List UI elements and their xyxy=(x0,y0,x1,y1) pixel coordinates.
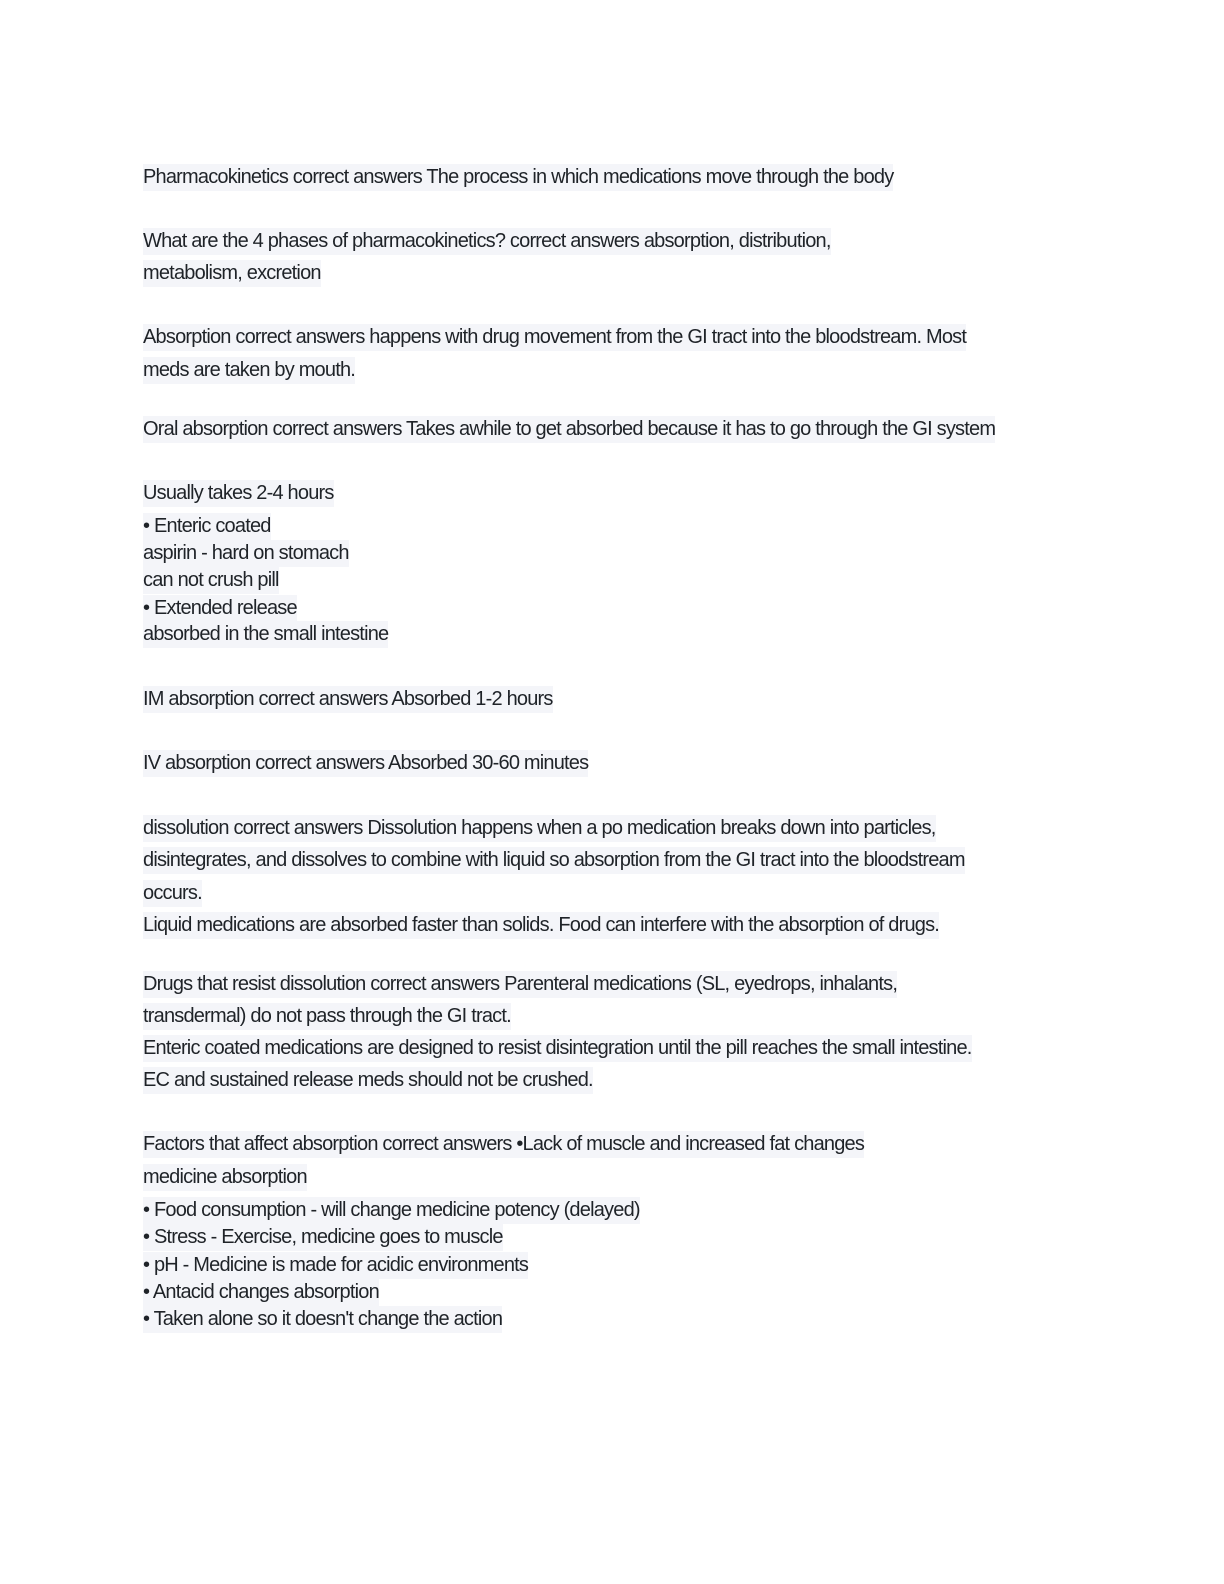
text-line-content: • Antacid changes absorption xyxy=(143,1279,379,1306)
text-line-content: absorbed in the small intestine xyxy=(143,621,388,648)
text-line xyxy=(143,621,388,648)
text-line xyxy=(143,910,939,941)
text-line xyxy=(143,748,588,779)
text-line xyxy=(143,1065,593,1096)
text-line-content: can not crush pill xyxy=(143,567,279,594)
text-line xyxy=(143,162,893,193)
text-line-content: Drugs that resist dissolution correct answers Parenteral medications (SL, eyedrops, inhalants, xyxy=(143,971,897,998)
text-line xyxy=(143,684,553,715)
text-line-content: • Extended release xyxy=(143,595,297,622)
text-line-content: disintegrates, and dissolves to combine with liquid so absorption from the GI tract into the bloodstream xyxy=(143,847,965,874)
text-line xyxy=(143,1033,972,1064)
text-line-content: • pH - Medicine is made for acidic environments xyxy=(143,1252,528,1279)
text-line-content: occurs. xyxy=(143,880,202,907)
text-line xyxy=(143,226,831,257)
text-line xyxy=(143,540,349,567)
text-line-content: metabolism, excretion xyxy=(143,260,321,287)
text-line-content: What are the 4 phases of pharmacokinetics? correct answers absorption, distribution, xyxy=(143,228,831,255)
text-line-content: Enteric coated medications are designed to resist disintegration until the pill reaches the small intestine. xyxy=(143,1035,972,1062)
text-line-content: EC and sustained release meds should not be crushed. xyxy=(143,1067,593,1094)
text-line-content: • Stress - Exercise, medicine goes to muscle xyxy=(143,1224,503,1251)
text-line xyxy=(143,414,995,445)
text-line-content: medicine absorption xyxy=(143,1164,307,1191)
text-line-content: Absorption correct answers happens with drug movement from the GI tract into the bloodstream. Most xyxy=(143,324,966,351)
text-line-content: meds are taken by mouth. xyxy=(143,357,355,384)
text-line xyxy=(143,878,202,909)
bullet-item xyxy=(143,1279,379,1306)
text-line-content: Usually takes 2-4 hours xyxy=(143,480,334,507)
text-line-content: • Enteric coated xyxy=(143,513,271,540)
text-line xyxy=(143,845,965,876)
text-line-content: IV absorption correct answers Absorbed 30-60 minutes xyxy=(143,750,588,777)
bullet-item xyxy=(143,1224,503,1251)
text-line xyxy=(143,322,966,353)
text-line xyxy=(143,1001,511,1032)
text-line-content: Factors that affect absorption correct answers •Lack of muscle and increased fat changes xyxy=(143,1131,864,1158)
text-line xyxy=(143,478,334,509)
text-line xyxy=(143,969,897,1000)
text-line xyxy=(143,1129,864,1160)
bullet-item xyxy=(143,1252,528,1279)
text-line-content: dissolution correct answers Dissolution happens when a po medication breaks down into particles, xyxy=(143,815,936,842)
text-line-content: Liquid medications are absorbed faster than solids. Food can interfere with the absorption of drugs. xyxy=(143,912,939,939)
text-line xyxy=(143,258,321,289)
text-line xyxy=(143,813,936,844)
text-line-content: IM absorption correct answers Absorbed 1-2 hours xyxy=(143,686,553,713)
text-line xyxy=(143,355,355,386)
text-line-content: transdermal) do not pass through the GI tract. xyxy=(143,1003,511,1030)
text-line-content: Oral absorption correct answers Takes awhile to get absorbed because it has to go through the GI system xyxy=(143,416,995,443)
text-line-content: • Taken alone so it doesn't change the action xyxy=(143,1306,502,1333)
text-line-content: • Food consumption - will change medicine potency (delayed) xyxy=(143,1197,640,1224)
bullet-item xyxy=(143,513,271,540)
text-line xyxy=(143,567,279,594)
text-line xyxy=(143,1162,307,1193)
text-line-content: Pharmacokinetics correct answers The process in which medications move through the body xyxy=(143,164,893,191)
bullet-item xyxy=(143,1197,640,1224)
bullet-item xyxy=(143,595,297,622)
bullet-item xyxy=(143,1306,502,1333)
text-line-content: aspirin - hard on stomach xyxy=(143,540,349,567)
